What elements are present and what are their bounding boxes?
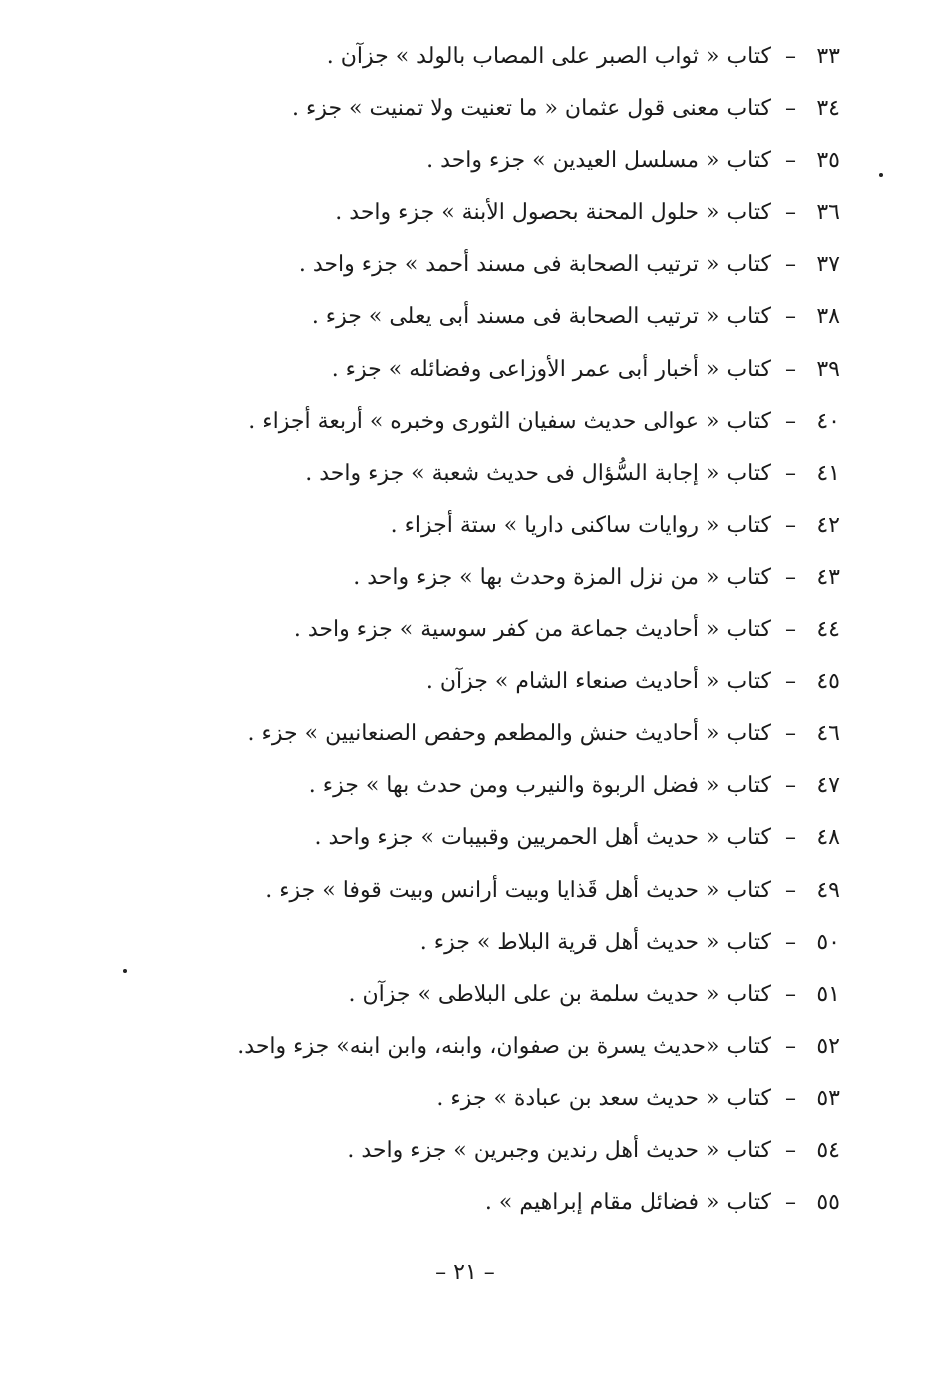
entry-dash: –: [785, 356, 796, 382]
entry-title: كتاب « ثواب الصبر على المصاب بالولد » جزآن .: [326, 44, 771, 69]
entry-number: ٥٥: [816, 1190, 840, 1216]
entry-title: كتاب « إجابة السُّؤال فى حديث شعبة » جزء واحد .: [305, 460, 771, 486]
book-entry: [120, 711, 840, 763]
entry-dash: –: [785, 617, 796, 643]
entry-number: ٣٧: [816, 252, 840, 278]
entry-dash: –: [785, 304, 796, 330]
entry-number: ٤٦: [816, 721, 840, 747]
entry-number: ٤٨: [816, 825, 840, 851]
book-entry: [120, 1128, 840, 1180]
book-entry: [120, 503, 840, 555]
book-entry: [120, 242, 840, 294]
print-speck: [123, 969, 127, 973]
entry-number: ٣٣: [816, 44, 840, 69]
entry-title: كتاب « حديث أهل قَذايا وبيت أرانس وبيت قوفا » جزء .: [265, 877, 771, 903]
entry-title: كتاب « أحاديث حنش والمطعم وحفص الصنعانيين » جزء .: [247, 721, 771, 747]
entry-dash: –: [785, 877, 796, 903]
book-entry: [120, 1076, 840, 1128]
entry-number: ٣٩: [816, 356, 840, 382]
entry-dash: –: [785, 96, 796, 122]
entry-dash: –: [785, 1137, 796, 1163]
book-entry: [120, 868, 840, 920]
entry-number: ٣٦: [816, 200, 840, 226]
entry-title: كتاب « عوالى حديث سفيان الثورى وخبره » أربعة أجزاء .: [248, 408, 771, 434]
entry-title: كتاب « حديث سعد بن عبادة » جزء .: [436, 1085, 771, 1111]
entry-dash: –: [785, 564, 796, 590]
entry-dash: –: [785, 981, 796, 1007]
entry-dash: –: [785, 408, 796, 434]
print-speck: [879, 173, 883, 177]
entry-dash: –: [785, 773, 796, 799]
book-entry: [120, 34, 840, 86]
entry-number: ٥٢: [816, 1033, 840, 1059]
entry-dash: –: [785, 252, 796, 278]
entry-title: كتاب « أحاديث صنعاء الشام » جزآن .: [425, 669, 771, 695]
entry-dash: –: [785, 929, 796, 955]
entry-number: ٤٩: [816, 877, 840, 903]
entry-dash: –: [785, 825, 796, 851]
entry-dash: –: [785, 148, 796, 174]
entry-title: كتاب « روايات ساكنى داريا » ستة أجزاء .: [390, 512, 771, 538]
entry-title: كتاب « أحاديث جماعة من كفر سوسية » جزء واحد .: [293, 617, 771, 643]
entry-dash: –: [785, 721, 796, 747]
entry-number: ٤٢: [816, 512, 840, 538]
entry-number: ٥٤: [816, 1137, 840, 1163]
book-entry: [120, 972, 840, 1024]
entry-title: كتاب « فضل الربوة والنيرب ومن حدث بها » جزء .: [308, 773, 771, 799]
entry-dash: –: [785, 1085, 796, 1111]
entry-title: كتاب « مسلسل العيدين » جزء واحد .: [426, 148, 771, 174]
entry-title: كتاب « حديث أهل الحمريين وقبيبات » جزء واحد .: [314, 825, 771, 851]
entry-number: ٤٥: [816, 669, 840, 695]
entry-dash: –: [785, 460, 796, 486]
book-entry: [120, 451, 840, 503]
entry-title: كتاب « حديث سلمة بن على البلاطى » جزآن .: [348, 981, 771, 1007]
book-entry: [120, 347, 840, 399]
entry-title: كتاب «حديث يسرة بن صفوان، وابنه، وابن ابنه» جزء واحد.: [237, 1033, 771, 1059]
entry-dash: –: [785, 669, 796, 695]
book-entry: [120, 607, 840, 659]
entry-title: كتاب « حديث أهل رندين وجبرين » جزء واحد .: [347, 1137, 771, 1163]
book-entry: [120, 659, 840, 711]
entry-number: ٤٠: [816, 408, 840, 434]
page-number: – ٢١ –: [435, 1260, 495, 1285]
entry-number: ٥١: [816, 981, 840, 1007]
entry-dash: –: [785, 1190, 796, 1216]
entry-number: ٤٧: [816, 773, 840, 799]
entry-title: كتاب « أخبار أبى عمر الأوزاعى وفضائله » جزء .: [331, 356, 771, 382]
entry-dash: –: [785, 512, 796, 538]
book-entry: [120, 763, 840, 815]
entry-title: كتاب « من نزل المزة وحدث بها » جزء واحد .: [353, 564, 771, 590]
entry-title: كتاب « ترتيب الصحابة فى مسند أبى يعلى » جزء .: [311, 304, 771, 330]
entry-dash: –: [785, 44, 796, 69]
book-list: [120, 34, 840, 1232]
book-entry: [120, 920, 840, 972]
entry-title: كتاب « فضائل مقام إبراهيم » .: [484, 1190, 771, 1216]
book-entry: [120, 294, 840, 346]
entry-title: كتاب « حلول المحنة بحصول الأبنة » جزء واحد .: [335, 200, 771, 226]
book-entry: [120, 86, 840, 138]
entry-number: ٥٣: [816, 1085, 840, 1111]
book-entry: [120, 1180, 840, 1232]
book-entry: [120, 1024, 840, 1076]
entry-number: ٣٥: [816, 148, 840, 174]
entry-title: كتاب معنى قول عثمان « ما تعنيت ولا تمنيت » جزء .: [291, 96, 771, 122]
book-entry: [120, 190, 840, 242]
book-entry: [120, 138, 840, 190]
entry-dash: –: [785, 200, 796, 226]
entry-title: كتاب « ترتيب الصحابة فى مسند أحمد » جزء واحد .: [298, 252, 771, 278]
entry-dash: –: [785, 1033, 796, 1059]
entry-number: ٤٤: [816, 617, 840, 643]
book-entry: [120, 555, 840, 607]
entry-number: ٤١: [816, 460, 840, 486]
entry-number: ٥٠: [816, 929, 840, 955]
entry-number: ٤٣: [816, 564, 840, 590]
book-entry: [120, 815, 840, 867]
book-entry: [120, 399, 840, 451]
entry-number: ٣٨: [816, 304, 840, 330]
entry-number: ٣٤: [816, 96, 840, 122]
entry-title: كتاب « حديث أهل قرية البلاط » جزء .: [419, 929, 771, 955]
